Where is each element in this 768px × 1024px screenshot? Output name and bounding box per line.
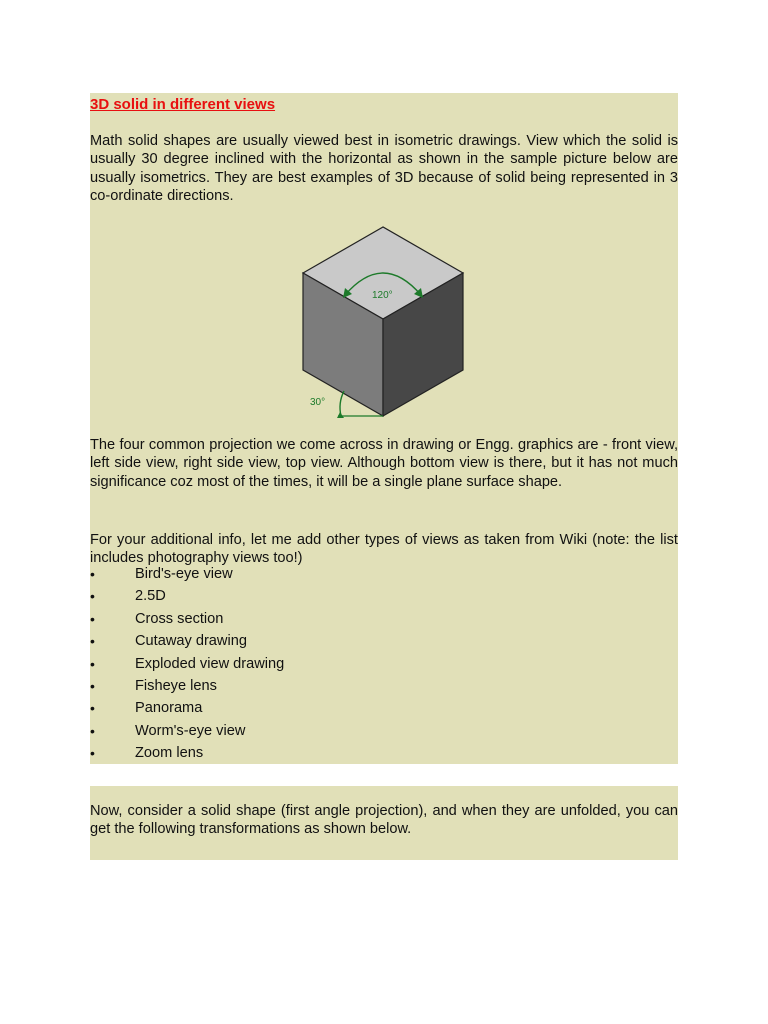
angle-label-120: 120°	[372, 290, 393, 301]
bullet-icon: •	[90, 633, 95, 650]
unfold-paragraph: Now, consider a solid shape (first angle projection), and when they are unfolded, you can get the following transformations as shown below.	[90, 803, 678, 838]
bullet-icon: •	[90, 700, 95, 717]
content-panel: 3D solid in different views Math solid shapes are usually viewed best in isometric drawings. View which the solid is usually 30 degree inclined with the horizontal as shown in the sample picture below are usually isometrics. They are best examples of 3D because of solid being represented in 3 co-ordinate directions. 120° 30° The four common projection we come across in drawing or Engg. graphics are - front view, left side view, right side view, top view. Although bottom view is there, but it has not much significance coz most of the times, it will be a single plane surface shape. For your additional info, let me add other types of views as taken from Wiki (note: the list includes photography views too!) • Bird's-eye view • 2.5D • Cross section • Cutaway drawing • Exploded view drawing • Fisheye lens • Panorama • Worm's-eye view • Zoom lens	[90, 93, 678, 764]
angle-label-30: 30°	[310, 397, 326, 408]
bullet-icon: •	[90, 722, 95, 739]
bullet-icon: •	[90, 610, 95, 627]
additional-info-paragraph: For your additional info, let me add other types of views as taken from Wiki (note: the list includes photography views too!)	[90, 532, 678, 567]
bullet-icon: •	[90, 588, 95, 605]
bullet-icon: •	[90, 745, 95, 762]
arrow-head-30	[337, 412, 344, 418]
bullet-icon: •	[90, 566, 95, 582]
bullet-icon: •	[90, 655, 95, 672]
isometric-cube-figure	[300, 225, 470, 421]
projections-paragraph: The four common projection we come across in drawing or Engg. graphics are - front view, left side view, right side view, top view. Although bottom view is there, but it has not much significance coz most of the times, it will be a single plane surface shape.	[90, 437, 678, 490]
section-title: 3D solid in different views	[90, 96, 276, 113]
bullet-icon: •	[90, 677, 95, 694]
unfold-panel	[90, 786, 678, 860]
intro-paragraph: Math solid shapes are usually viewed best in isometric drawings. View which the solid is usually 30 degree inclined with the horizontal as shown in the sample picture below are usually isometrics. They are best examples of 3D because of solid being represented in 3 co-ordinate directions.	[90, 133, 678, 205]
angle-arc-30	[340, 391, 344, 416]
